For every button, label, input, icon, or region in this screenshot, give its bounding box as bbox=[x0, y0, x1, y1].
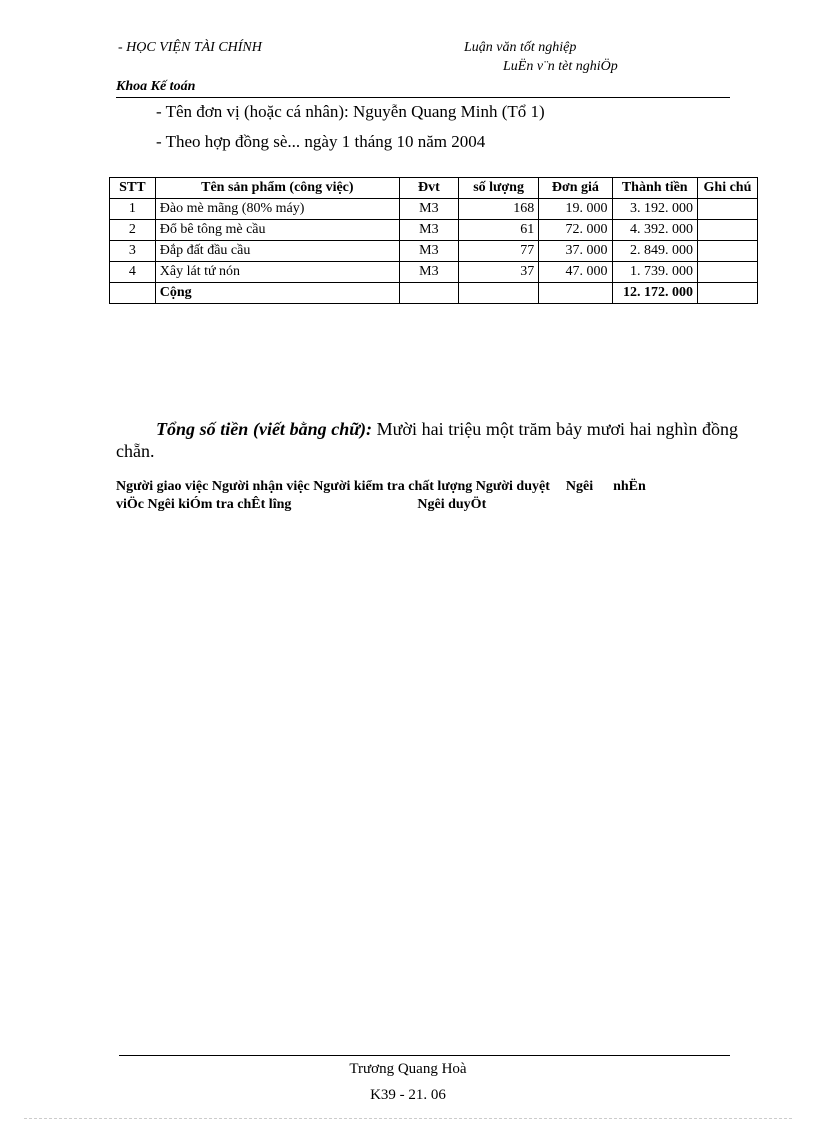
total-label: Cộng bbox=[155, 283, 399, 304]
cell-name: Xây lát tứ nón bbox=[155, 262, 399, 283]
cell-unit: M3 bbox=[399, 241, 458, 262]
col-amount: Thành tiền bbox=[612, 178, 697, 199]
amount-in-words bbox=[116, 418, 738, 462]
table-total-row bbox=[110, 283, 758, 304]
amount-in-words-text: Mười hai triệu một trăm bảy mươi hai nghìn đồng chẵn. bbox=[116, 419, 738, 461]
signature-row2-left: viÖc Ngêi kiÓm tra chÊt lîng bbox=[116, 497, 292, 512]
header-divider bbox=[116, 97, 730, 98]
header-department: Khoa Kế toán bbox=[116, 79, 196, 94]
cell-unit: M3 bbox=[399, 199, 458, 220]
cell-amount: 1. 739. 000 bbox=[612, 262, 697, 283]
cell-empty bbox=[539, 283, 612, 304]
cell-unit: M3 bbox=[399, 262, 458, 283]
col-unit: Đvt bbox=[399, 178, 458, 199]
unit-line: - Tên đơn vị (hoặc cá nhân): Nguyễn Quang Minh (Tổ 1) bbox=[156, 102, 545, 121]
cell-unit: M3 bbox=[399, 220, 458, 241]
cell-amount: 4. 392. 000 bbox=[612, 220, 697, 241]
signature-block bbox=[116, 478, 740, 514]
col-name: Tên sản phẩm (công việc) bbox=[155, 178, 399, 199]
signature-date-word: Ngêi bbox=[565, 479, 594, 494]
cell-qty: 61 bbox=[458, 220, 538, 241]
cell-price: 19. 000 bbox=[539, 199, 612, 220]
signature-roles: Người giao việc Người nhận việc Người kiểm tra chất lượng Người duyệt bbox=[116, 479, 550, 494]
col-price: Đơn giá bbox=[539, 178, 612, 199]
total-amount: 12. 172. 000 bbox=[612, 283, 697, 304]
footer-class-code: K39 - 21. 06 bbox=[370, 1087, 446, 1103]
cell-note bbox=[697, 199, 757, 220]
col-stt: STT bbox=[110, 178, 156, 199]
cell-stt: 2 bbox=[110, 220, 156, 241]
table-row bbox=[110, 199, 758, 220]
signature-received-word: nhËn bbox=[613, 479, 646, 494]
work-table bbox=[109, 177, 758, 304]
cell-note bbox=[697, 262, 757, 283]
header-thesis-garbled: LuËn v¨n tèt nghiÖp bbox=[503, 59, 618, 74]
contract-line: - Theo hợp đồng sè... ngày 1 tháng 10 năm 2004 bbox=[156, 132, 486, 151]
cell-name: Đắp đất đầu cầu bbox=[155, 241, 399, 262]
cell-stt: 4 bbox=[110, 262, 156, 283]
header-institute: - HỌC VIỆN TÀI CHÍNH bbox=[118, 40, 262, 55]
cell-qty: 37 bbox=[458, 262, 538, 283]
cell-price: 72. 000 bbox=[539, 220, 612, 241]
cell-empty bbox=[458, 283, 538, 304]
amount-in-words-label: Tổng số tiền (viết bằng chữ): bbox=[156, 419, 373, 439]
col-note: Ghi chú bbox=[697, 178, 757, 199]
cell-amount: 2. 849. 000 bbox=[612, 241, 697, 262]
cell-qty: 168 bbox=[458, 199, 538, 220]
table-row bbox=[110, 241, 758, 262]
signature-row-2 bbox=[116, 496, 740, 514]
cell-empty bbox=[697, 283, 757, 304]
cell-note bbox=[697, 220, 757, 241]
cell-price: 37. 000 bbox=[539, 241, 612, 262]
cell-qty: 77 bbox=[458, 241, 538, 262]
cell-stt: 3 bbox=[110, 241, 156, 262]
cell-stt: 1 bbox=[110, 199, 156, 220]
cell-name: Đào mè mãng (80% máy) bbox=[155, 199, 399, 220]
cell-amount: 3. 192. 000 bbox=[612, 199, 697, 220]
col-qty: số lượng bbox=[458, 178, 538, 199]
cell-name: Đổ bê tông mè cầu bbox=[155, 220, 399, 241]
signature-row-1 bbox=[116, 478, 740, 496]
table-row bbox=[110, 262, 758, 283]
page-edge-divider bbox=[24, 1118, 792, 1119]
cell-price: 47. 000 bbox=[539, 262, 612, 283]
footer-divider bbox=[119, 1055, 730, 1056]
table-header-row bbox=[110, 178, 758, 199]
cell-empty bbox=[399, 283, 458, 304]
signature-row2-right: Ngêi duyÖt bbox=[417, 497, 487, 512]
table-row bbox=[110, 220, 758, 241]
cell-note bbox=[697, 241, 757, 262]
cell-stt-empty bbox=[110, 283, 156, 304]
header-thesis: Luận văn tốt nghiệp bbox=[464, 40, 577, 55]
footer-author: Trương Quang Hoà bbox=[349, 1061, 467, 1077]
